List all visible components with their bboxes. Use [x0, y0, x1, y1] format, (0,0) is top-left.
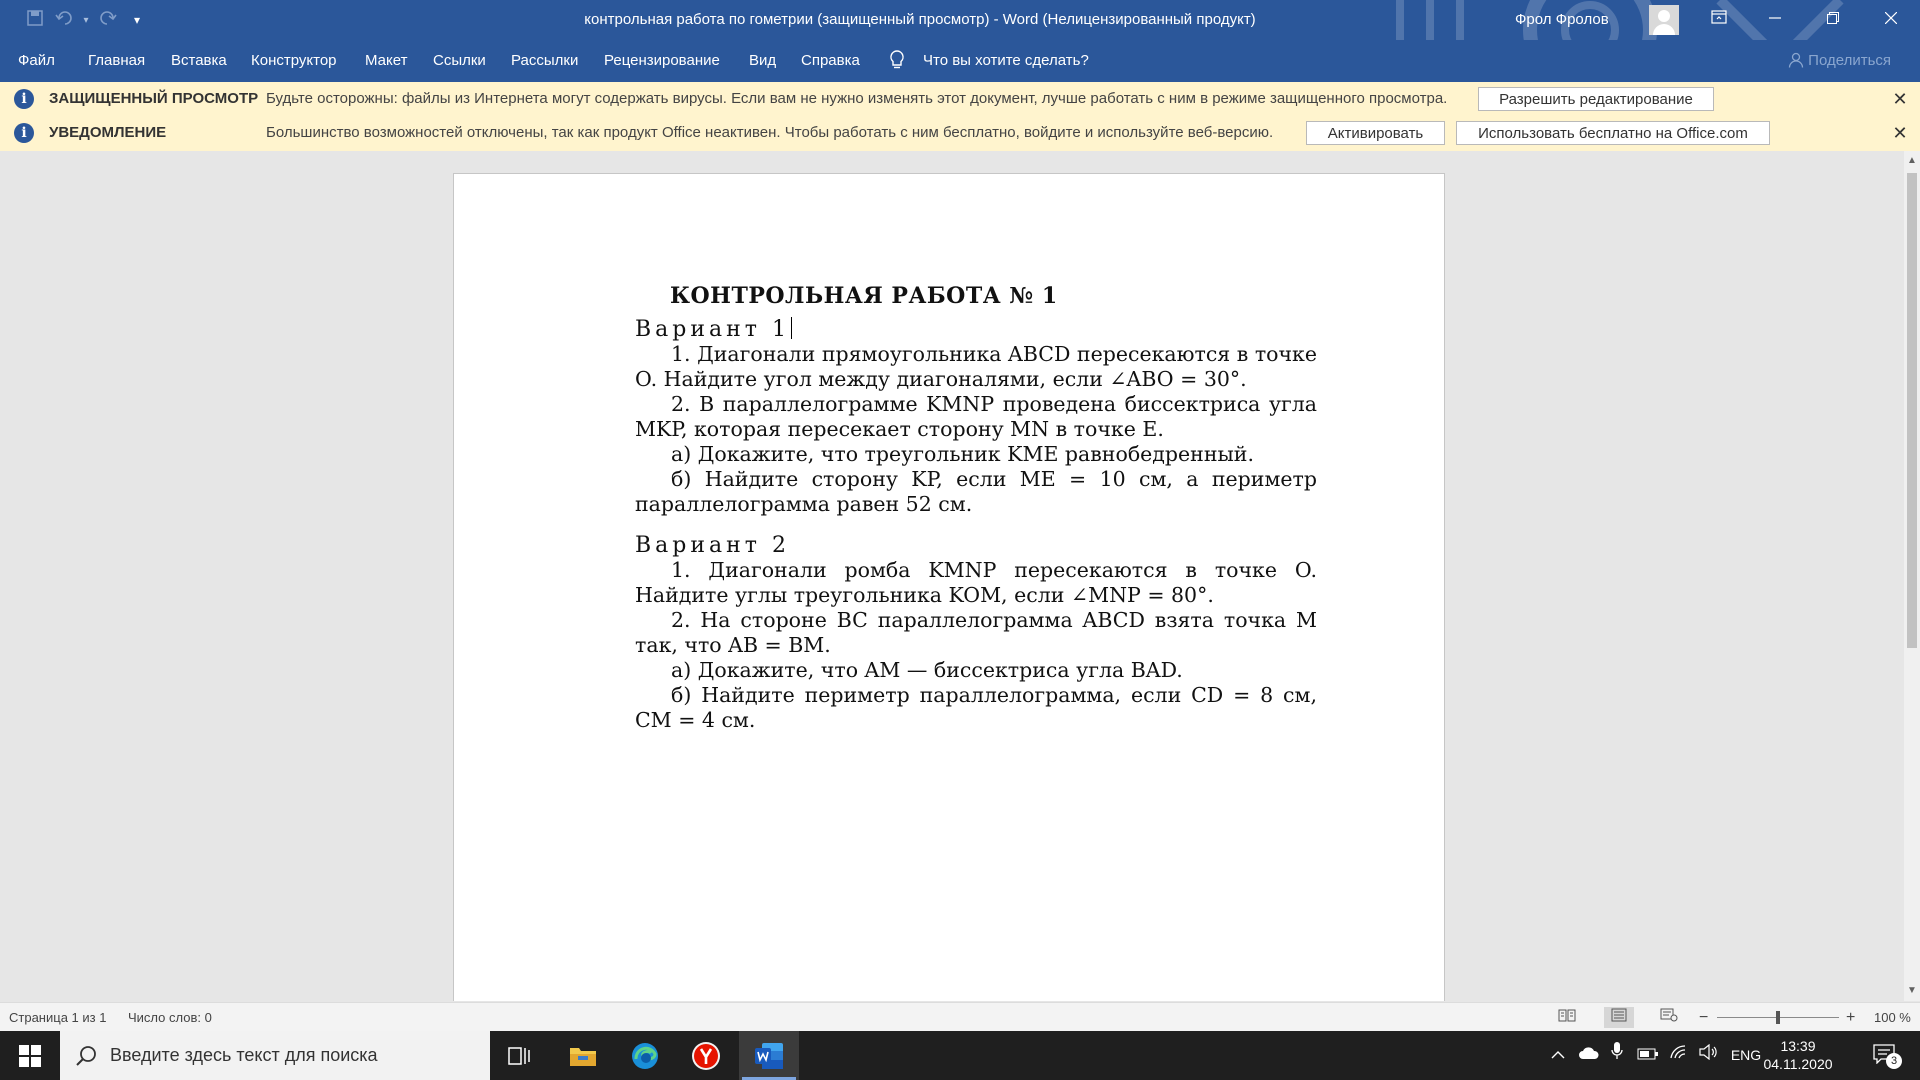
ribbon-tabs [0, 40, 1920, 82]
variant-2-heading: Вариант 2 [635, 533, 790, 558]
word-count[interactable]: Число слов: 0 [128, 1010, 212, 1025]
scroll-down-icon[interactable]: ▼ [1907, 985, 1917, 996]
microphone-icon[interactable] [1607, 1031, 1627, 1080]
protected-view-bar [0, 82, 1920, 117]
windows-icon [19, 1045, 41, 1067]
tab-file[interactable]: Файл [18, 52, 55, 69]
battery-icon[interactable] [1635, 1031, 1661, 1080]
file-explorer-icon[interactable] [553, 1031, 613, 1080]
taskbar-clock[interactable] [1760, 1037, 1836, 1073]
variant-1-task-2a: а) Докажите, что треугольник KME равнобедренный. [671, 442, 1254, 466]
onedrive-icon[interactable] [1575, 1031, 1603, 1080]
enable-editing-button[interactable]: Разрешить редактирование [1478, 87, 1714, 111]
info-icon: i [14, 89, 34, 109]
variant-2-task-1: 1. Диагонали ромба KMNP пересекаются в точке O. Найдите углы треугольника KOM, если ∠MNP = 80°. [635, 558, 1317, 607]
language-indicator[interactable]: ENG [1730, 1047, 1762, 1063]
text-cursor [791, 317, 792, 339]
network-icon[interactable] [1666, 1031, 1692, 1080]
zoom-slider-thumb[interactable] [1776, 1011, 1780, 1024]
start-button[interactable] [0, 1031, 60, 1080]
scrollbar-thumb[interactable] [1907, 173, 1917, 648]
tab-review[interactable]: Рецензирование [604, 52, 720, 69]
print-layout-icon[interactable] [1604, 1007, 1634, 1028]
title-bar [0, 0, 1920, 40]
account-name[interactable]: Фрол Фролов [1515, 11, 1609, 28]
info-icon: i [14, 123, 34, 143]
notice-message: Большинство возможностей отключены, так как продукт Office неактивен. Чтобы работать с ним бесплатно, войдите и используйте веб-версию. [266, 124, 1274, 141]
document-body [635, 284, 1317, 733]
person-icon [1788, 52, 1808, 69]
status-bar [0, 1002, 1920, 1032]
ribbon-display-options-button[interactable] [1696, 0, 1742, 40]
document-page[interactable] [453, 173, 1445, 1001]
activate-button[interactable]: Активировать [1306, 121, 1445, 145]
search-placeholder: Введите здесь текст для поиска [110, 1045, 378, 1065]
zoom-out-button[interactable]: − [1699, 1009, 1709, 1026]
vertical-scrollbar[interactable] [1904, 151, 1920, 1001]
tab-view[interactable]: Вид [749, 52, 777, 69]
redo-icon[interactable] [92, 9, 122, 32]
word-app-icon[interactable] [739, 1031, 799, 1080]
restore-button[interactable] [1810, 0, 1856, 40]
window-title: контрольная работа по гометрии (защищенный просмотр) - Word (Нелицензированный продукт) [584, 11, 1256, 28]
clock-time: 13:39 [1780, 1038, 1816, 1054]
edge-browser-icon[interactable] [615, 1031, 675, 1080]
avatar[interactable] [1649, 5, 1679, 35]
undo-icon[interactable] [50, 9, 80, 32]
tab-design[interactable]: Конструктор [251, 52, 337, 69]
minimize-button[interactable] [1752, 0, 1798, 40]
zoom-in-button[interactable]: + [1846, 1009, 1856, 1026]
variant-2-task-2a: а) Докажите, что AM — биссектриса угла BAD. [671, 658, 1183, 682]
save-icon[interactable] [20, 9, 50, 32]
tab-help[interactable]: Справка [801, 52, 860, 69]
customize-toolbar-icon[interactable]: ▾ [133, 13, 141, 27]
variant-2-task-2b: б) Найдите периметр параллелограмма, если CD = 8 см, CM = 4 см. [635, 683, 1317, 732]
protected-view-heading: ЗАЩИЩЕННЫЙ ПРОСМОТР [49, 90, 259, 107]
tab-references[interactable]: Ссылки [433, 52, 486, 69]
variant-1-heading: Вариант 1 [635, 317, 790, 342]
page-count[interactable]: Страница 1 из 1 [9, 1010, 107, 1025]
clock-date: 04.11.2020 [1763, 1056, 1833, 1072]
use-free-button[interactable]: Использовать бесплатно на Office.com [1456, 121, 1770, 145]
notifications-icon[interactable] [1864, 1031, 1904, 1080]
notice-heading: УВЕДОМЛЕНИЕ [49, 124, 167, 141]
quick-access-toolbar [20, 0, 152, 40]
notification-count-badge: 3 [1886, 1053, 1902, 1069]
close-icon[interactable]: ✕ [1892, 89, 1908, 109]
tab-layout[interactable]: Макет [365, 52, 408, 69]
taskbar-search[interactable] [60, 1031, 490, 1080]
web-layout-icon[interactable] [1654, 1007, 1684, 1028]
share-label: Поделиться [1808, 52, 1892, 69]
document-title: КОНТРОЛЬНАЯ РАБОТА № 1 [670, 283, 1058, 309]
scroll-up-icon[interactable]: ▲ [1907, 155, 1917, 166]
variant-1-task-1: 1. Диагонали прямоугольника ABCD пересекаются в точке O. Найдите угол между диагоналями, если ∠ABO = 30°. [635, 342, 1317, 391]
undo-dropdown-icon[interactable]: ▾ [83, 14, 89, 26]
lightbulb-icon[interactable] [889, 40, 905, 82]
notice-bar [0, 116, 1920, 152]
document-area[interactable] [0, 151, 1904, 1001]
spacer [635, 517, 1317, 531]
zoom-level[interactable]: 100 % [1874, 1010, 1911, 1025]
variant-2-task-2: 2. На стороне BC параллелограмма ABCD взята точка M так, что AB = BM. [635, 608, 1317, 657]
yandex-browser-icon[interactable] [676, 1031, 736, 1080]
show-hidden-icons[interactable] [1548, 1031, 1568, 1080]
tab-insert[interactable]: Вставка [171, 52, 227, 69]
share-button[interactable] [1788, 40, 1891, 82]
volume-icon[interactable] [1696, 1031, 1722, 1080]
tell-me-search[interactable]: Что вы хотите сделать? [923, 52, 1089, 69]
variant-1-task-2: 2. В параллелограмме KMNP проведена биссектриса угла MKP, которая пересекает сторону MN в точке E. [635, 392, 1317, 441]
taskbar [0, 1031, 1920, 1080]
tab-home[interactable]: Главная [88, 52, 146, 69]
tab-mailings[interactable]: Рассылки [511, 52, 579, 69]
task-view-icon[interactable] [490, 1031, 550, 1080]
protected-view-message: Будьте осторожны: файлы из Интернета могут содержать вирусы. Если вам не нужно изменять этот документ, лучше работать с ним в режиме защищенного просмотра. [266, 90, 1448, 107]
search-icon [76, 1045, 98, 1067]
close-button[interactable] [1868, 0, 1914, 40]
variant-1-task-2b: б) Найдите сторону KP, если ME = 10 см, а периметр параллелограмма равен 52 см. [635, 467, 1317, 516]
read-mode-icon[interactable] [1552, 1007, 1582, 1028]
close-icon[interactable]: ✕ [1892, 123, 1908, 143]
